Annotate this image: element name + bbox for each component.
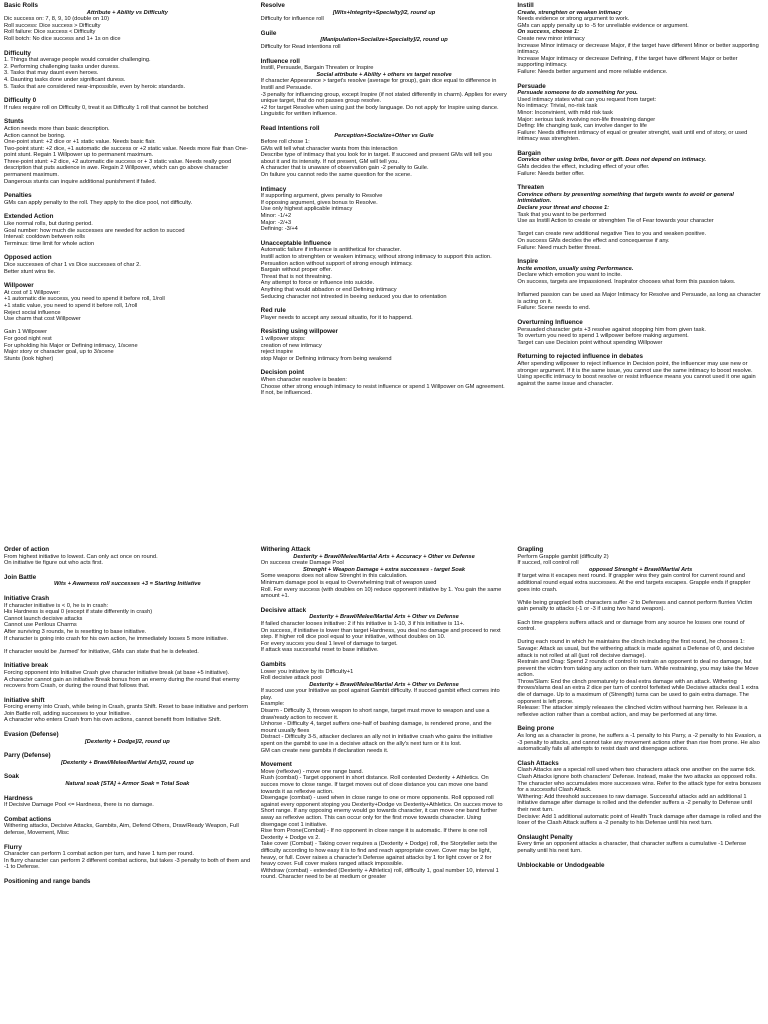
section-heading: Willpower <box>4 282 34 290</box>
section-heading: Flurry <box>4 843 22 851</box>
rule-line: Create new minor intimacy <box>517 35 585 42</box>
section-heading: Instill <box>517 2 534 9</box>
rule-section <box>4 546 251 567</box>
rule-section <box>517 258 764 312</box>
rule-line: Roll botch: No dice success and 1+ 1s on dice <box>4 35 121 42</box>
section-heading: Order of action <box>4 546 50 553</box>
rule-line: Bargain without proper offer. <box>260 267 333 274</box>
rule-section <box>261 58 508 118</box>
rule-line: If character would be ,farmed' for initiative, GMs can state that he is defeated. <box>4 648 199 655</box>
rule-line: Take cover (Combat) - Taking cover requires a (Dexterity + Dodge) roll, the Storyteller sets the difficulty according to how easy it is to find and reach appropriate cover. Cover may be light, heavy, or full. Cover raises a character's Defense against attacks by 1 for light cover or 2 for heavy cover. Full cover makes ranged attack impossible. <box>260 841 498 868</box>
rule-line: Lower you initiative by its Difficulty+1 <box>260 668 354 675</box>
rule-section <box>4 97 251 111</box>
rule-line: At cost of 1 Willpower: <box>4 289 61 296</box>
rule-line: Linguistic for written influence. <box>260 111 337 118</box>
column-basic-rules <box>4 2 251 540</box>
rule-line: Forcing enemy into Crash, while being in Crash, grants Shift. Reset to base initiative and perform Join Battle roll, adding successes to your Initiative. <box>4 704 249 717</box>
section-heading: Guile <box>260 29 277 37</box>
rule-line: Major story or character goal, up to 3/scene <box>4 349 114 356</box>
rule-section <box>4 878 251 886</box>
section-heading: Clash Attacks <box>517 759 559 767</box>
column-attacks <box>261 546 508 1024</box>
rule-section <box>517 760 764 827</box>
rule-line: Throw/Slam: End the clinch prematurely to deal extra damage with an attack. Withering throws/slams deal an extra 2 dice per turn of control forfeited while Decisive attacks deal 1 extra die of damage. Up to a maximum of (Strength) turns can be used to gain extra damage. The opponent is left prone. <box>517 678 759 705</box>
rule-line: Minor: Inconvinient, with mild risk task <box>517 109 613 116</box>
rule-line: On success GMs decides the effect and concequense if any. <box>517 238 670 244</box>
rule-line: +2 for target Resolve when using just the body language. Do not apply for Inspire using dance. <box>260 104 499 111</box>
rule-line: On success, if initiative is lower than target Hardness, you deal no damage and proceed to next step. If higher roll dice pool equal to your initiative, without doubles on 10. <box>260 627 501 641</box>
section-heading: Extended Action <box>4 213 54 221</box>
rule-line: Terminus: time limit for whole action <box>4 240 95 247</box>
rule-line: Action cannot be boring. <box>4 132 66 139</box>
rule-section <box>4 2 251 43</box>
rule-line: Savage: Attack as usual, but the withering attack is made against a Defense of 0, and decisive attack is not rolled at all (just roll decisive damage). <box>517 645 755 659</box>
section-heading: Gambits <box>260 660 286 668</box>
rule-line: Dic success on: 7, 8, 9, 10 (double on 10) <box>4 16 109 23</box>
rule-section <box>261 2 508 23</box>
rule-section <box>517 862 764 870</box>
rule-line: After surviving 3 rounds, he is resetting to base initiative. <box>4 628 147 635</box>
rule-section <box>517 725 764 752</box>
rule-line: A character that is unaware of observation gain -2 penalty to Guile. <box>260 165 429 172</box>
rule-line: Roll decisive attack pool <box>260 675 322 682</box>
rule-line: Perform Grapple gambit (difficulty 2) <box>517 553 609 560</box>
rule-section <box>261 186 508 233</box>
rule-section <box>4 697 251 724</box>
section-heading: Persuade <box>517 82 546 90</box>
rule-line: When character resolve is beaten: <box>260 376 347 383</box>
rule-section <box>517 353 764 387</box>
rule-line: Every time an opponent attacks a character, that character suffers a cumulative -1 Defense penalty until his next turn. <box>517 841 747 854</box>
rule-line: A character cannot gain an initiative Break bonus from an enemy during the round that enemy recovers from Crash, or during the round that follows that. <box>4 676 240 690</box>
rule-line: Persuaded character gets +3 resolve against stopping him from given task. <box>517 326 706 333</box>
section-heading: Evasion (Defense) <box>4 731 59 739</box>
rule-line: Roll failure: Dice success < Difficulty <box>4 29 96 36</box>
section-heading: Being prone <box>517 725 555 733</box>
rule-line: Describe type of intimacy that you look for in target. If succeed and present GMs will tell you about it and its intensity. If not present, GM will tell you. <box>260 152 492 165</box>
rule-line: Withering: Add threshold successes to raw damage. Successful attacks add an additional 1 initiative damage after damage is rolled and the defender suffers a -2 penalty to Defense until their next turn. <box>517 793 752 813</box>
section-heading: Difficulty <box>4 49 31 57</box>
rule-line: If opposing argument, gives bonus to Resolve. <box>260 199 378 206</box>
rule-line: After spending willpower to reject influence in Decision point, the influencer may use new or stronger argument. If it is the same issue, you cannot use the same intimacy to boost resolve. <box>517 360 753 374</box>
rule-line: Clash Attacks are a special roll used when two characters attack one another on the same tick. Clash Attacks ignore both characters' Defense. Instead, make the two attacks as opposed rolls. The character who accumulates more successes wins. Refer to the attack type for extra bonuses for a successful Clash Attack. <box>517 767 762 794</box>
rule-line: Withdraw (combat) - extended (Dexterity + Athletics) roll, difficulty 1, goal number 10, interval 1 round. Character need to be at medium or greater <box>260 867 499 881</box>
rule-line: Some weapons does not allow Strenght in this calculation. <box>260 573 408 580</box>
section-heading: Join Battle <box>4 573 37 581</box>
rule-line <box>517 286 764 293</box>
rule-section <box>4 118 251 185</box>
rule-line: 5. Tasks that are considered near-impossible, even by heroic standards. <box>4 83 186 90</box>
rule-line: Used intimacy states what can you request from target: <box>517 96 657 103</box>
rule-line: On success, targets are impassioned. Inspirator chooses what form this passion takes. <box>517 278 736 285</box>
section-heading: Movement <box>260 761 292 769</box>
section-heading: Resisting using willpower <box>260 328 338 336</box>
rule-section <box>261 30 508 51</box>
section-heading: Influence roll <box>260 57 300 65</box>
rule-section <box>261 307 508 321</box>
rule-line: Increase Major intimacy or decrease Defining, if the target have different Major or better supporting intimacy. <box>517 55 738 69</box>
rule-line: Each time grapplers suffers attack and or damage from any source he losses one round of control. <box>517 619 745 633</box>
rule-line: Target can create new additional negative Ties to you and weaken positive. <box>517 231 707 238</box>
section-heading: Initiative shift <box>4 696 45 704</box>
rule-line <box>4 642 251 649</box>
rule-line: Disarm - Difficulty 3, throws weapon to short range, target must move to weapon and use a draw/ready action to recover it. <box>260 708 490 721</box>
rule-line: His Hardness is equal 0 (except if state differently in crash) <box>4 609 153 616</box>
rule-line: If rules require roll on Difficulty 0, treat it as Difficulty 1 roll that cannot be botched <box>4 104 209 111</box>
rule-section <box>4 574 251 588</box>
section-heading: Soak <box>4 773 20 781</box>
rule-line: Character can perform 1 combat action per turn, and have 1 turn per round. <box>4 851 195 858</box>
rule-section <box>261 240 508 300</box>
combat-rules-band <box>4 546 764 1024</box>
formula-line: Social attribute + Ability + others vs target resolve <box>316 71 452 78</box>
rule-line: Reject social influence <box>4 309 61 316</box>
rule-line: 1. Things that average people would consider challenging. <box>4 57 151 64</box>
section-heading: Red rule <box>260 307 286 315</box>
rule-line: Decisive: Add 1 additional automatic point of Health Track damage after damage is rolled and the loser of the Clash Attack suffers a -2 penalty to his Defense until his next turn. <box>517 813 762 827</box>
rule-line: In flurry character can perform 2 different combat actions, but takes -3 penalty to both of them and -1 to Defense. <box>4 857 251 871</box>
rule-line: While being grappled both characters suffer -2 to Defenses and cannot perform flurries Victim gain penalty to attacks (-1 or -3 if using two hand weapon). <box>517 599 753 613</box>
rule-line: Before roll chose 1: <box>260 139 310 146</box>
rule-line: Failure: Need much better threat. <box>517 244 601 251</box>
rule-line: stop Major or Defining intimacy from being weakend <box>260 355 392 362</box>
rule-line: If failed character looses initiative: 2 if his initiative is 1-10, 3 if his initiative is 11+. <box>260 620 465 627</box>
rule-line: Persuation action without support of strong enough intimacy. <box>260 260 413 267</box>
rule-line: Release: The attacker simply releases the clinched victim without harming her. Release is a reflexive action rather than a combat action, and may be performed at any time. <box>517 705 748 718</box>
rule-line: No intimacy: Trivial, no-risk task <box>517 103 598 110</box>
rule-line <box>517 593 764 600</box>
rule-line: Declare your threat and choose 1: <box>517 205 610 212</box>
rule-line: If target wins it escapes next round. If grappler wins they gain control for current round and additional round equal extra successes. At the end targets escapes. Grapple ends if grappler goes into crash. <box>517 573 751 593</box>
rule-line: During each round in which he maintains the clinch including the first round, he chooses 1: <box>517 639 745 646</box>
rule-line: Seducing character not intrested in beeing seduced you due to orientation <box>260 293 447 300</box>
section-heading: Unblockable or Undodgeable <box>517 861 605 869</box>
rule-line: Increase Minor intimacy or decrease Major, if the target have different Minor or better supporting intimacy. <box>517 42 759 56</box>
rule-line: Stunts (look higher) <box>4 355 54 362</box>
rule-line: Use only highest applicable intimacy <box>260 206 353 213</box>
rule-line: Roll. For every success (with doubles on 10) reduce opponent initiative by 1. You gain the same amount +1. <box>260 586 502 600</box>
rule-section <box>261 328 508 362</box>
rule-line: GMs decides the effect, including effect of your offer. <box>517 164 650 171</box>
rule-section <box>4 213 251 247</box>
column-social-influence <box>261 2 508 540</box>
formula-line: Dexterity + Brawl/Melee/Martial Arts + Accuracy + Other vs Defense <box>293 553 475 560</box>
formula-line: Strenght + Weapon Damage + extra successes - target Soak <box>302 566 466 573</box>
section-heading: Penalties <box>4 192 32 200</box>
section-heading: Opposed action <box>4 254 52 262</box>
rule-line: Like normal rolls, but during period. <box>4 221 93 228</box>
rule-line: Anything that would abbadon or end Defining intimacy <box>260 286 397 293</box>
section-heading: Positioning and range bands <box>4 877 91 885</box>
section-heading: Decision point <box>260 369 305 377</box>
rule-line: Rush (combat) - Target opponent in short distance. Roll contested Dexterity + Athletics. On succes move to close range. If target moves out of close distance you can move one band towards it as reflexive action. <box>260 775 489 795</box>
rule-line: As long as a character is prone, he suffers a -1 penalty to his Parry, a -2 penalty to his Evasion, a -3 penalty to attacks, and cannot take any movement actions other than rise from prone. He also automatically fails all attempts to resist dash and disengage actions. <box>517 733 762 753</box>
rule-line: Major: -2/+3 <box>260 219 292 226</box>
rule-section <box>4 50 251 91</box>
rule-line: Use as Instill Action to create or strenghten Tie of Fear towards your character <box>517 218 714 225</box>
formula-line: Attribute + Ability vs Difficulty <box>86 9 168 16</box>
section-heading: Initiative break <box>4 662 49 670</box>
rule-line: Target can use Decision point without spending Willpower <box>517 339 663 346</box>
formula-line: Natural soak [STA] + Armor Soak = Total Soak <box>65 781 190 788</box>
rule-section <box>4 844 251 871</box>
rule-line: Using specific intimacy to boost resolve or resist influence means you cannot used it one again against the same issue and character. <box>517 374 756 387</box>
rule-line: Task that you want to be performed <box>517 211 607 218</box>
section-heading: Onslaught Penalty <box>517 833 573 841</box>
section-heading: Inspire <box>517 258 538 266</box>
rule-line: To overturn you need to spend 1 willpower before making argument. <box>517 333 689 340</box>
section-heading: Hardness <box>4 794 33 802</box>
rule-line <box>517 633 764 640</box>
rule-line: Failure: Scene needs to end. <box>517 305 591 312</box>
section-heading: Intimacy <box>260 185 287 193</box>
column-grappling <box>517 546 764 1024</box>
section-heading: Decisive attack <box>260 606 307 614</box>
section-heading: Unacceptable Influence <box>260 239 332 247</box>
rule-line: Use charm that cost Willpower <box>4 316 81 323</box>
rule-section <box>261 369 508 396</box>
section-heading: Combat actions <box>4 815 52 823</box>
rule-section <box>261 607 508 654</box>
rule-line: Failure: Needs better argument and more reliable evidence. <box>517 68 668 75</box>
rule-line: Minor: -1/+2 <box>260 213 292 220</box>
rule-line: Dangerous stunts can inquire additional punishment if failed. <box>4 178 157 185</box>
rule-line: Better stunt wins tie. <box>4 268 56 275</box>
rule-line: On initiative tie figure out who acts first. <box>4 560 103 567</box>
section-heading: Difficulty 0 <box>4 97 37 105</box>
rule-line: Create, strenghten or weaken intimacy <box>517 9 622 16</box>
rule-line: Needs evidence or strong argument to work. <box>517 16 630 23</box>
section-heading: Resolve <box>260 2 285 9</box>
rule-line: Restrain and Drag: Spend 2 rounds of control to restrain an opponent to deal no damage, but prevent the victim from taking any action on their turn. While restraining, you may take the Move action. <box>517 659 759 679</box>
rule-line: Action needs more than basic description. <box>4 125 110 132</box>
rule-line: Defining: -3/+4 <box>260 226 298 233</box>
rule-section <box>4 662 251 689</box>
rule-section <box>4 816 251 837</box>
formula-line: opposed Strenght + Brawl/Martial Arts <box>589 566 693 573</box>
rule-line: Failure: Needs different intimacy of equal or greater strenght, wait until end of story, or used intimacy was strenghten. <box>517 129 748 143</box>
rule-line: 3. Tasks that may daunt even heroes. <box>4 70 99 77</box>
rule-line: Persuade someone to do something for you. <box>517 90 638 97</box>
rule-section <box>4 752 251 766</box>
rule-section <box>261 761 508 881</box>
formula-line: [Dexterity + Brawl/Melee/Martial Arts]/2, round up <box>60 759 194 766</box>
rule-line: 1 willpower stops: <box>260 335 306 342</box>
rule-line <box>517 613 764 620</box>
rule-line: Choose other strong enough intimacy to resist influence or spend 1 Willpower on GM agreement. <box>260 383 505 390</box>
rule-line: Interval: cooldown between rolls <box>4 234 85 241</box>
rule-line: Withering attacks, Decisive Attacks, Gambits, Aim, Defend Others, Draw/Ready Weapon, Full defense, Movement, Misc <box>4 823 239 836</box>
rule-line: On success, choose 1: <box>517 29 579 36</box>
rule-line: Difficulty for Read intentions roll <box>260 43 341 50</box>
column-influence-actions <box>517 2 764 540</box>
rule-line: +1 automatic die success, you need to spend it before roll, 1/roll <box>4 296 165 303</box>
formula-line: [Dexterity + Dodge]/2, round up <box>84 738 170 745</box>
rule-line: Gain 1 Willpower <box>4 329 47 336</box>
rule-line: Inflamed passion can be used as Major Intimacy for Resolve and Persuade, as long as character is acting on it. <box>517 292 761 305</box>
rule-line: Automatic failure if influence is antithetical for character. <box>260 247 402 254</box>
rule-line <box>517 225 764 232</box>
rule-line: Difficulty for influence roll <box>260 16 324 23</box>
rule-section <box>261 546 508 600</box>
rule-line: If character is going into crash for his own action, he immediately looses 5 more initiative. <box>4 635 229 642</box>
section-heading: Grapling <box>517 546 544 553</box>
formula-line: Dexterity + Brawl/Melee/Martial Arts + Other vs Defense <box>309 681 459 688</box>
rule-line: If succed, roll control roll <box>517 560 579 567</box>
rule-section <box>4 254 251 275</box>
rule-section <box>517 184 764 251</box>
rule-line: GM can create new gambits if declaration needs it. <box>260 747 389 754</box>
rule-line: On failure you cannot redo the same question for the scene. <box>260 172 412 179</box>
rule-line: Forcing opponent into Initiative Crash give character initiative break (at base +5 initiative). <box>4 669 230 676</box>
rule-line: Unhorse - Difficulty 4, target suffers one-half of bashing damage, is rendered prone, and the mount usually flees <box>260 721 492 734</box>
section-heading: Read Intentions roll <box>260 124 320 132</box>
rule-line: Two-point stunt: +2 dice, +1 automatic die success or +2 static value. Needs more flair than One-point stunt. Regain 1 Willpower up to permanent maximum. <box>4 145 248 159</box>
rule-line: Rise from Prone(Combat) - If no opponent in close range it is automatic. If there is one roll Dexterity + Dodge vs 2. <box>260 828 488 841</box>
rule-line: 4. Daunting tasks done under significant duress. <box>4 76 126 83</box>
rule-section <box>4 192 251 206</box>
rule-section <box>517 2 764 76</box>
rule-line: If succed use your Initiative as pool against Gambit difficulty. If succed gambit effect comes into play. <box>260 688 500 701</box>
rule-line: For upholding his Major or Defining intimacy, 1/scene <box>4 342 138 349</box>
rule-line: GMs can apply penalty to the roll. They apply to the dice pool, not difficulty. <box>4 199 193 206</box>
rule-line: Any attempt to force or influence into suicide. <box>260 280 375 287</box>
rule-line: reject inspire <box>260 349 293 356</box>
rule-line: Distract - Difficulty 3-5, attacker declares an ally not in initiative crash who gains the initiative spent on the gambit to use in a decisive attack on the ally's next turn or it is lost. <box>260 734 493 748</box>
formula-line: Perception+Socialize+Other vs Guile <box>334 132 434 139</box>
section-heading: Overturning Influence <box>517 318 583 326</box>
rule-line: -3 penalty for influencing group, except Inspire (if not stated differently in charm). Applies for every unique target, that do not passes group resolve. <box>260 91 507 105</box>
rule-section <box>4 595 251 655</box>
rule-section <box>4 731 251 745</box>
formula-line: [Manipulation+Socialize+Specialty]/2, round up <box>320 37 448 44</box>
section-heading: Parry (Defense) <box>4 752 51 760</box>
rule-line: On success create Damage Pool <box>260 560 344 567</box>
rule-line: creation of new intimacy <box>260 342 322 349</box>
rule-section <box>517 83 764 143</box>
rule-line: Defing: life changing task, can involve danger to life <box>517 123 647 130</box>
rule-section <box>517 319 764 346</box>
rule-line: Instill action to strenghten or weaken intimacy, without strong intimacy to support this action. <box>260 254 492 260</box>
rule-line: Declare which emotion you want to incite. <box>517 272 622 279</box>
rule-line: GMs will tell what character wants from this interaction <box>260 145 398 152</box>
section-heading: Stunts <box>4 118 24 126</box>
rule-line: Three-point stunt: +2 dice, +2 automatic die success or + 3 static value. Needs really good description that puts audience in awe. Regain 2 Willpower, which can go above character permanent maximum. <box>4 158 232 179</box>
rule-section <box>261 661 508 754</box>
rule-line: If supporting argument, gives penalty to Resolve <box>260 193 383 200</box>
rule-line: Example: <box>260 701 285 708</box>
rule-section <box>517 150 764 177</box>
rule-line: 2. Performing challenging tasks under duress. <box>4 63 120 70</box>
rule-line: GMs can apply penalty up to -5 for unreliable evidence or argument. <box>517 22 689 29</box>
rule-line: For every succes you deal 1 level of damage to target. <box>260 640 398 647</box>
rule-line: Move (reflexive) - move one range band. <box>260 768 364 775</box>
rule-line: +1 static value, you need to spend it before roll, 1/roll <box>4 302 138 309</box>
rule-line: A character who enters Crash from his own actions, cannot benefit from Initiative Shift. <box>4 717 222 724</box>
formula-line: [Wits+Integrity+Specialty]/2, round up <box>332 9 436 16</box>
rule-line: Convice other using bribe, favor or gift. Does not depend on intimacy. <box>517 157 707 164</box>
rule-section <box>261 125 508 179</box>
social-rules-band <box>4 2 764 540</box>
rule-section <box>4 282 251 362</box>
rule-section <box>4 795 251 809</box>
rule-line: For good night rest <box>4 335 52 342</box>
rule-line <box>4 323 251 330</box>
rule-line: Goal number: how much die successes are needed for action to succed <box>4 227 185 234</box>
rule-line: Major: serious task involving non-life threatning danger <box>517 116 656 123</box>
column-initiative <box>4 546 251 1024</box>
rule-line: Instill, Persuade, Bargain Threaten or Inspire <box>260 65 374 72</box>
rule-line: If not, be influenced. <box>260 390 312 397</box>
rule-line: Player needs to accept any sexual situatio, for it to happend. <box>260 314 413 321</box>
rule-line: Incite emotion, usually using Performance. <box>517 265 634 272</box>
rule-line: Cannot launch decisive attacks <box>4 615 83 622</box>
section-heading: Basic Rolls <box>4 2 38 9</box>
rule-line: If character initiative is < 0, he is in crash: <box>4 602 109 609</box>
rule-line: Threat that is not threatning. <box>260 273 332 280</box>
section-heading: Returning to rejected influence in debates <box>517 353 643 361</box>
formula-line: Wits + Awarness roll successes +3 = Starting Initiative <box>54 581 201 588</box>
section-heading: Withering Attack <box>260 546 311 553</box>
section-heading: Threaten <box>517 184 544 192</box>
rule-line: Convince others by presenting something that targets wants to avoid or general intimidation. <box>517 191 734 205</box>
rule-line: If character Appearance > target's resolve (average for group), gain dice equal to difference in Instill and Persuade. <box>260 78 497 91</box>
rule-line: Failure: Needs better offer. <box>517 170 585 177</box>
rule-line: Minimum damage pool is equal to Overwhelming trait of weapon used <box>260 579 437 586</box>
rule-line: Cannot use Perilous Charms <box>4 622 77 629</box>
rule-line: If Decisive Damage Pool <= Hardness, there is no damage. <box>4 802 154 809</box>
section-heading: Bargain <box>517 149 541 157</box>
rule-line: If attack was successful reset to base initiative. <box>260 647 379 654</box>
section-heading: Initiative Crash <box>4 594 50 602</box>
formula-line: Dexterity + Brawl/Melee/Martial Arts + Other vs Defense <box>309 614 459 621</box>
rule-line: One-point stunt: +2 dice or +1 static value. Needs basic flair. <box>4 139 156 146</box>
rule-line: From highest initiative to lowest. Can only act once on round. <box>4 553 158 560</box>
rule-section <box>4 773 251 787</box>
rule-line: Roll success: Dice success > Difficulty <box>4 22 101 29</box>
rule-section <box>517 834 764 855</box>
rule-line: Disengage (combat) - used when in close range to one or more opponents. Roll opposed roll against every opponent stoping you Dexterity+Dodge vs Dexterity+Athletics. On succes move to Short range. If any opposing enemy would go towards character, it can move one band further away as reflexive action. This can occur only for the first move towards character. Using disengage cost 1 initiative. <box>260 795 503 828</box>
rule-section <box>517 546 764 718</box>
rule-line: Dice successes of char 1 vs Dice successes of char 2. <box>4 262 141 268</box>
